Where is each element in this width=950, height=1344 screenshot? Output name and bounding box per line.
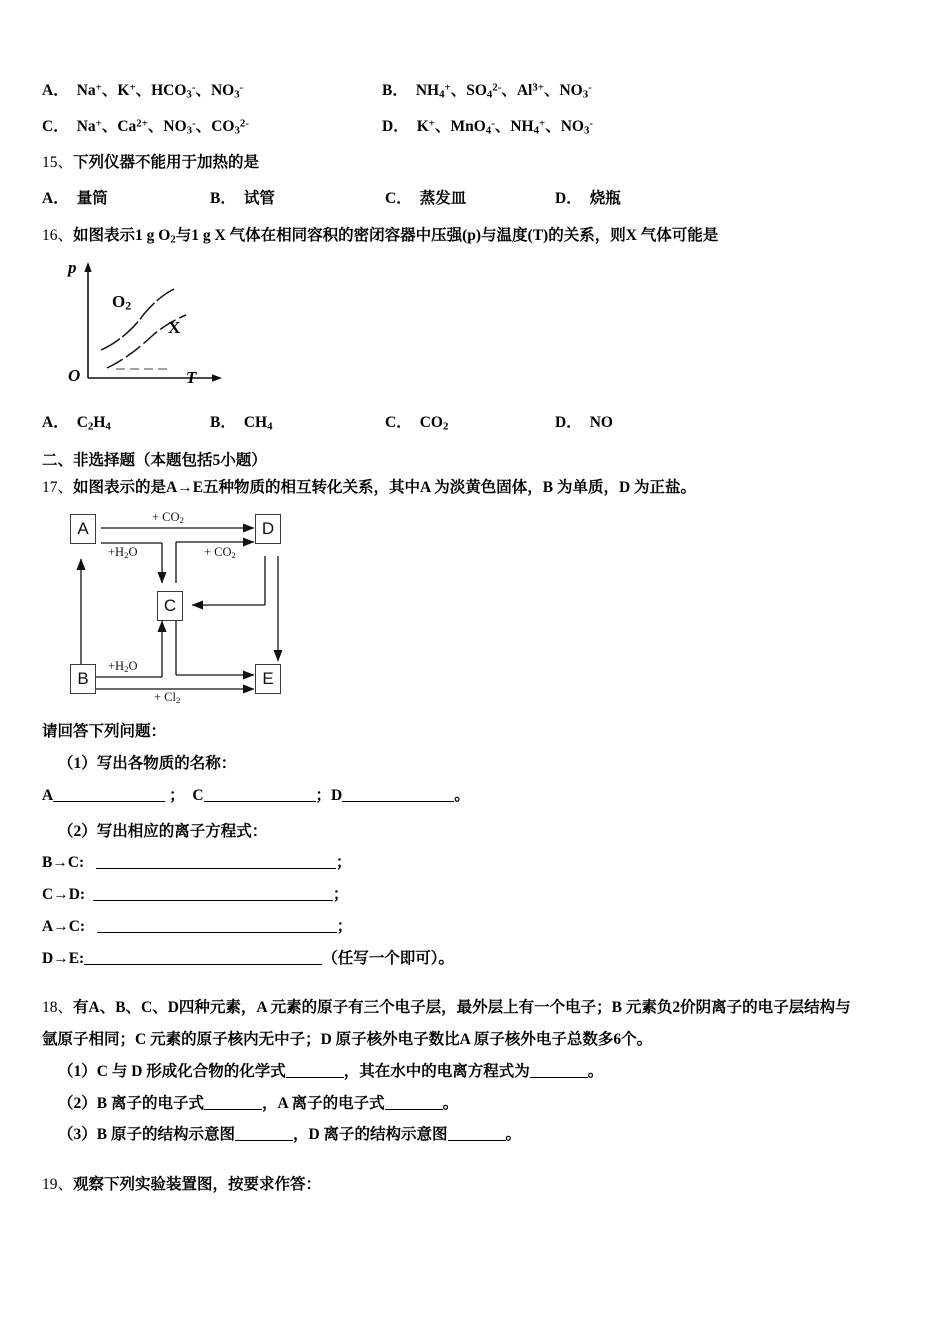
q18-sub3-text-b: ，D 离子的结构示意图 xyxy=(292,1126,448,1144)
q15-option-b-text: 试管 xyxy=(243,190,275,207)
eq-label-c-to-d: C→D: xyxy=(42,886,86,904)
q18-sub2-text-b: ，A 离子的电子式 xyxy=(261,1094,385,1112)
q16-option-d[interactable] xyxy=(555,410,718,432)
question-17-text: 如图表示的是A→E五种物质的相互转化关系，其中A 为淡黄色固体，B 为单质，D 为正盐。 xyxy=(73,479,697,497)
q14-option-c[interactable] xyxy=(42,114,382,136)
question-18-stem-line1 xyxy=(42,992,908,1024)
q15-option-c-label: C． xyxy=(385,190,412,207)
q14-option-d-label: D． xyxy=(382,118,409,136)
eq-row-c-to-d xyxy=(42,879,908,911)
eq-row-a-to-c xyxy=(42,911,908,943)
q16-option-b[interactable] xyxy=(210,410,385,432)
q15-option-b-label: B． xyxy=(210,190,236,207)
question-16-number: 16、 xyxy=(42,227,74,244)
blank-q18-2-a-electron[interactable] xyxy=(385,1094,443,1110)
q16-option-b-text: $CH_4$ xyxy=(243,413,273,433)
blank-q18-2-b-electron[interactable] xyxy=(204,1094,262,1110)
eq-label-a-to-c: A→C: xyxy=(42,917,86,935)
edge-label-a-to-d: + $CO_2$ xyxy=(152,510,184,526)
q16-option-a-label: A． xyxy=(42,413,69,431)
q18-sub1-text-c: 。 xyxy=(587,1062,604,1080)
question-17-diagram xyxy=(56,509,346,704)
conversion-relationship-svg xyxy=(56,509,346,704)
q18-sub1-text-a: （1）C 与 D 形成化合物的化学式 xyxy=(58,1062,286,1080)
graph-x-axis-label: T xyxy=(186,367,197,387)
q14-option-b-label: B． xyxy=(382,82,408,99)
question-18-stem-line2: 氩原子相同；C 元素的原子核内无中子；D 原子核外电子数比A 原子核外电子总数多6个。 xyxy=(42,1031,653,1049)
q18-sub2-text-a: （2）B 离子的电子式 xyxy=(58,1094,204,1112)
blank-q18-1-formula[interactable] xyxy=(286,1062,344,1078)
q15-option-d-text: 烧瓶 xyxy=(589,190,621,207)
edge-label-a-to-c: $+H_2O$ xyxy=(108,545,138,561)
diagram-box-c[interactable]: C xyxy=(157,591,183,621)
q18-sub1-text-b: ，其在水中的电离方程式为 xyxy=(343,1062,530,1080)
question-16-text: 如图表示1 g $O_2$与1 g X 气体在相同容积的密闭容器中压强(p)与温度(T)的关系，则X 气体可能是 xyxy=(73,227,719,246)
q14-option-c-text: Na+、$Ca^{2+}$、$NO_3^-$、$CO_3^{2-}$ xyxy=(76,117,249,137)
blank-q18-3-d-structure[interactable] xyxy=(448,1126,506,1142)
question-18-sub3 xyxy=(42,1119,908,1151)
q14-option-b-text: $NH_4^+$、$SO_4^{2-}$、$Al^{3+}$、$NO_3^-$ xyxy=(415,81,592,101)
q14-option-b[interactable] xyxy=(382,78,722,100)
question-18-sub1 xyxy=(42,1056,908,1088)
q15-option-d[interactable] xyxy=(555,186,718,208)
eq-suffix-a-to-c: ； xyxy=(336,917,353,935)
graph-curve-label-o2: $O_2$ xyxy=(112,291,132,313)
section-2-heading: 二、非选择题（本题包括5小题） xyxy=(42,452,267,470)
diagram-box-d[interactable]: D xyxy=(255,514,281,544)
eq-suffix-b-to-c: ； xyxy=(335,854,352,872)
question-18-text-1: 有A、B、C、D四种元素，A 元素的原子有三个电子层，最外层上有一个电子；B 元素负2价阴离子的电子层结构与 xyxy=(73,999,851,1017)
q15-option-a-text: 量筒 xyxy=(76,190,108,207)
q15-option-d-label: D． xyxy=(555,190,582,207)
graph-y-axis-label: p xyxy=(68,257,77,277)
eq-row-d-to-e xyxy=(42,943,908,975)
blank-eq-d-to-e[interactable] xyxy=(84,949,322,965)
question-15-text: 下列仪器不能用于加热的是 xyxy=(73,153,260,171)
question-17-prompt: 请回答下列问题： xyxy=(42,723,167,741)
q16-option-a[interactable] xyxy=(42,410,210,432)
q16-option-a-text: $C_2H_4$ xyxy=(76,413,111,433)
question-16-options xyxy=(42,410,908,432)
edge-label-c-to-d: + $CO_2$ xyxy=(204,545,236,561)
q14-option-d[interactable] xyxy=(382,114,722,136)
eq-row-b-to-c xyxy=(42,847,908,879)
q14-options-row-2 xyxy=(42,114,908,136)
q18-sub2-text-c: 。 xyxy=(442,1094,459,1112)
q14-option-a[interactable] xyxy=(42,78,382,100)
question-17-sub1-blanks: A ； C ；D 。 xyxy=(42,786,470,804)
question-16-graph xyxy=(64,256,279,396)
q15-option-a-label: A． xyxy=(42,190,69,207)
q15-option-c[interactable] xyxy=(385,186,555,208)
q14-options-row-1 xyxy=(42,78,908,100)
diagram-box-b[interactable]: B xyxy=(70,664,96,694)
graph-origin-label: O xyxy=(68,365,81,385)
eq-label-b-to-c: B→C: xyxy=(42,854,85,872)
blank-substance-d[interactable] xyxy=(342,786,454,802)
question-19-stem xyxy=(42,1169,908,1201)
q14-option-c-label: C． xyxy=(42,118,69,136)
blank-q18-3-b-structure[interactable] xyxy=(235,1126,293,1142)
q15-option-c-text: 蒸发皿 xyxy=(419,190,467,207)
question-16-stem xyxy=(42,224,908,248)
page-content xyxy=(42,78,908,1201)
question-18-sub2 xyxy=(42,1088,908,1120)
q16-option-c[interactable] xyxy=(385,410,555,432)
edge-label-b-to-c: $+H_2O$ xyxy=(108,659,138,675)
question-17-number: 17、 xyxy=(42,479,74,497)
question-17-sub2-title: （2）写出相应的离子方程式： xyxy=(58,822,268,840)
q14-option-a-label: A． xyxy=(42,82,69,99)
q15-option-a[interactable] xyxy=(42,186,210,208)
graph-curve-label-x: X xyxy=(168,317,181,337)
eq-suffix-c-to-d: ； xyxy=(332,886,349,904)
blank-substance-c[interactable] xyxy=(204,786,316,802)
blank-eq-b-to-c[interactable] xyxy=(96,854,336,870)
q18-sub3-text-a: （3）B 原子的结构示意图 xyxy=(58,1126,235,1144)
question-19-text: 观察下列实验装置图，按要求作答： xyxy=(73,1176,322,1194)
q18-sub3-text-c: 。 xyxy=(505,1126,522,1144)
diagram-box-e[interactable]: E xyxy=(255,664,281,694)
question-17-stem xyxy=(42,476,908,499)
q15-option-b[interactable] xyxy=(210,186,385,208)
question-15-stem xyxy=(42,151,908,174)
blank-q18-1-ionization[interactable] xyxy=(530,1062,588,1078)
blank-substance-a[interactable] xyxy=(53,786,165,802)
eq-suffix-d-to-e: （任写一个即可）。 xyxy=(322,949,454,967)
question-18-number: 18、 xyxy=(42,999,74,1017)
diagram-box-a[interactable]: A xyxy=(70,514,96,544)
question-17-sub1-title: （1）写出各物质的名称： xyxy=(58,755,237,773)
eq-label-d-to-e: D→E: xyxy=(42,949,85,967)
q14-option-a-text: Na+、K+、$HCO_3^-$、$NO_3^-$ xyxy=(76,81,244,101)
q16-option-c-label: C． xyxy=(385,413,412,431)
question-15-number: 15、 xyxy=(42,153,74,171)
question-15-options xyxy=(42,186,908,208)
blank-eq-a-to-c[interactable] xyxy=(97,917,337,933)
q16-option-d-text: NO xyxy=(589,413,613,431)
question-19-number: 19、 xyxy=(42,1176,74,1194)
q16-option-c-text: $CO_2$ xyxy=(419,413,449,433)
q16-option-b-label: B． xyxy=(210,413,236,431)
q14-option-d-text: K+、MnO$_4$-、$NH_4^+$、$NO_3^-$ xyxy=(416,117,593,137)
blank-eq-c-to-d[interactable] xyxy=(93,885,333,901)
q16-option-d-label: D． xyxy=(555,413,582,431)
edge-label-b-to-e: + $Cl_2$ xyxy=(154,690,181,706)
